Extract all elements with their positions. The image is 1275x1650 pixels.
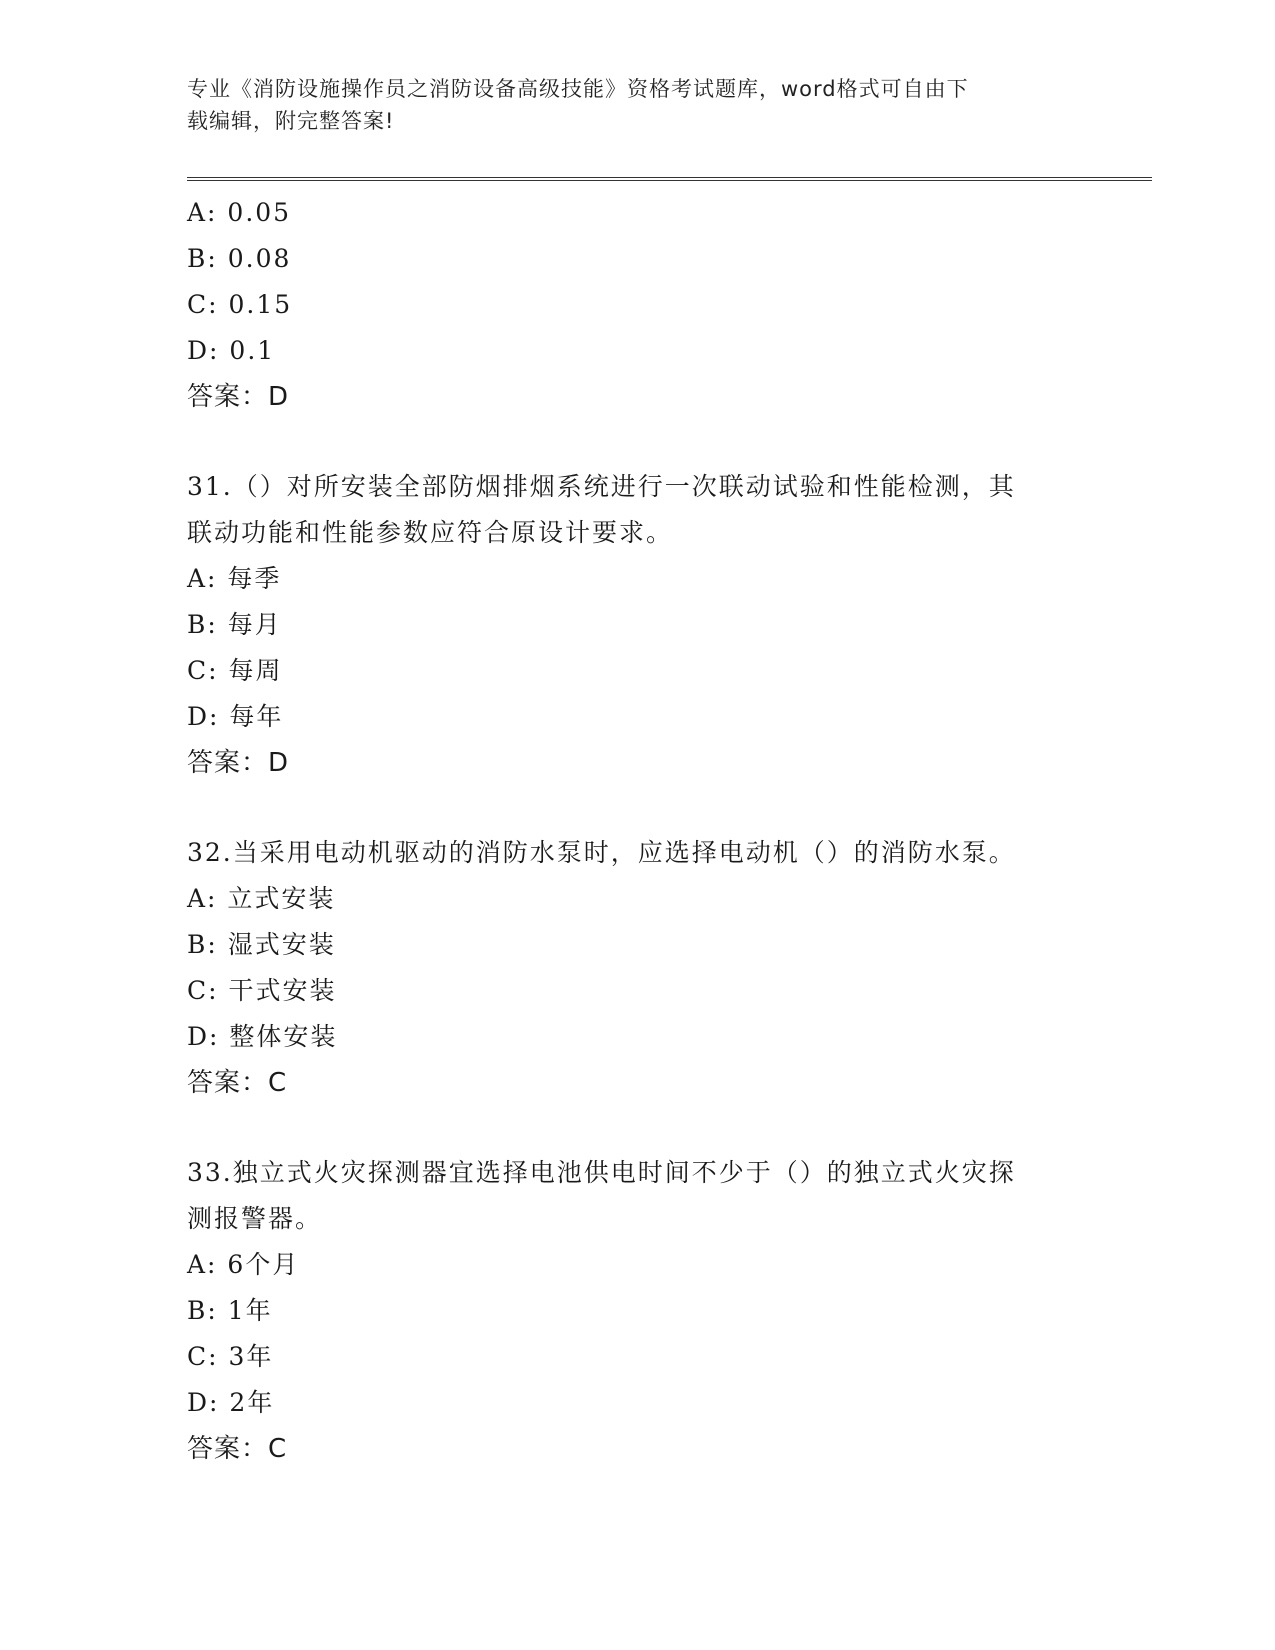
answer-line: 答案：D xyxy=(187,748,290,778)
question-stem: 32.当采用电动机驱动的消防水泵时，应选择电动机（）的消防水泵。 xyxy=(187,838,1016,867)
header-line-1: 专业《消防设施操作员之消防设备高级技能》资格考试题库，word格式可自由下 xyxy=(187,77,969,101)
option-c: C: 每周 xyxy=(187,656,283,685)
question-block xyxy=(187,830,1087,1106)
option-b: B: 每月 xyxy=(187,610,282,639)
option-a: A: 立式安装 xyxy=(187,884,336,913)
option-c: C: 0.15 xyxy=(187,290,293,319)
option-c: C: 3年 xyxy=(187,1342,274,1371)
question-block xyxy=(187,190,1087,420)
option-b: B: 1年 xyxy=(187,1296,273,1325)
answer-line: 答案：D xyxy=(187,382,290,412)
option-d: D: 0.1 xyxy=(187,336,276,365)
option-a: A: 每季 xyxy=(187,564,282,593)
option-b: B: 0.08 xyxy=(187,244,292,273)
header-divider xyxy=(187,177,1152,181)
question-list xyxy=(187,190,1087,1472)
option-d: D: 2年 xyxy=(187,1388,275,1417)
question-stem: 31.（）对所安装全部防烟排烟系统进行一次联动试验和性能检测，其 xyxy=(187,472,1016,501)
option-b: B: 湿式安装 xyxy=(187,930,336,959)
question-stem: 33.独立式火灾探测器宜选择电池供电时间不少于（）的独立式火灾探 xyxy=(187,1158,1016,1187)
option-d: D: 每年 xyxy=(187,702,284,731)
header-line-2: 载编辑，附完整答案! xyxy=(187,109,395,133)
page-header xyxy=(187,73,1087,137)
answer-line: 答案：C xyxy=(187,1068,288,1098)
option-c: C: 干式安装 xyxy=(187,976,337,1005)
option-a: A: 6个月 xyxy=(187,1250,300,1279)
question-block xyxy=(187,1150,1087,1472)
question-stem: 联动功能和性能参数应符合原设计要求。 xyxy=(187,518,674,547)
question-stem: 测报警器。 xyxy=(187,1204,323,1233)
option-a: A: 0.05 xyxy=(187,198,292,227)
answer-line: 答案：C xyxy=(187,1434,288,1464)
question-block xyxy=(187,464,1087,786)
option-d: D: 整体安装 xyxy=(187,1022,338,1051)
